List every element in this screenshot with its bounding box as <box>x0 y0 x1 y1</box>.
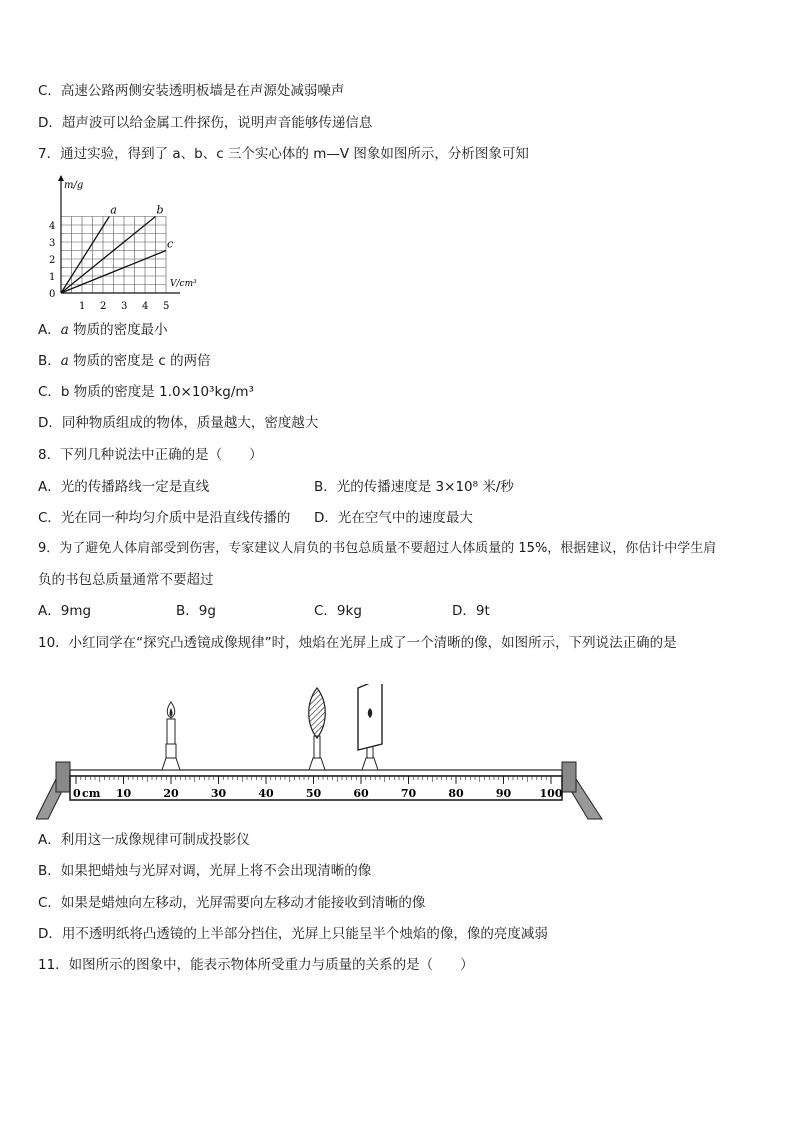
q7-option-b-prefix: B． <box>38 353 61 369</box>
q10-stem: 10．小红同学在“探究凸透镜成像规律”时，烛焰在光屏上成了一个清晰的像，如图所示，下列说法正确的是 <box>38 635 677 651</box>
ruler-label: 20 <box>163 787 179 800</box>
bench-right-end <box>562 762 576 792</box>
q7-option-a-var: a <box>60 322 69 338</box>
series-line-b <box>61 217 156 294</box>
x-tick-label: 5 <box>163 301 170 312</box>
ruler-label: 10 <box>115 787 132 800</box>
candle <box>162 702 180 770</box>
q8-stem: 8．下列几种说法中正确的是（ ） <box>38 447 263 463</box>
y-tick-label: 3 <box>49 238 56 249</box>
ruler-label: 100 <box>539 787 563 800</box>
x-axis-label: V/cm³ <box>170 279 197 289</box>
q9-option-a: A．9mg <box>38 603 92 619</box>
q8-option-c: C．光在同一种均匀介质中是沿直线传播的 <box>38 510 291 526</box>
q9-option-b: B．9g <box>176 603 216 619</box>
ruler-label: 70 <box>400 787 417 800</box>
q8-option-b: B．光的传播速度是 3×10⁸ 米/秒 <box>314 479 514 495</box>
q10-option-b: B．如果把蜡烛与光屏对调，光屏上将不会出现清晰的像 <box>38 863 372 879</box>
ruler-label: 90 <box>495 787 512 800</box>
q9-option-c: C．9kg <box>314 603 362 619</box>
mv-axes <box>58 175 180 293</box>
series-label-a: a <box>110 203 117 217</box>
origin-label: 0 <box>49 289 56 300</box>
ruler-label: 30 <box>210 787 227 800</box>
ruler-label: 50 <box>305 787 322 800</box>
q10-option-a: A．利用这一成像规律可制成投影仪 <box>38 832 250 848</box>
ruler-label: 60 <box>353 787 369 800</box>
bench-rail-top <box>70 770 562 776</box>
q8-option-a: A．光的传播路线一定是直线 <box>38 479 210 495</box>
q11-stem: 11．如图所示的图象中，能表示物体所受重力与质量的关系的是（ ） <box>38 957 474 973</box>
y-tick-label: 1 <box>49 272 56 283</box>
q7-option-a-prefix: A． <box>38 322 61 338</box>
q10-option-d: D．用不透明纸将凸透镜的上半部分挡住，光屏上只能呈半个烛焰的像，像的亮度减弱 <box>38 926 548 942</box>
x-tick-label: 4 <box>142 301 149 312</box>
ruler-label: 80 <box>448 787 464 800</box>
y-tick-label: 4 <box>49 221 56 232</box>
series-label-b: b <box>156 203 164 217</box>
q7-option-b-var: a <box>60 353 69 369</box>
mv-grid <box>61 217 166 294</box>
convex-lens <box>309 688 326 770</box>
q8-option-d: D．光在空气中的速度最大 <box>314 510 473 526</box>
lens-body <box>309 688 326 738</box>
x-tick-label: 1 <box>79 301 86 312</box>
x-tick-label: 3 <box>121 301 128 312</box>
q7-stem: 7．通过实验，得到了 a、b、c 三个实心体的 m—V 图象如图所示，分析图象可知 <box>38 146 529 162</box>
ruler-label: 0 <box>73 787 81 800</box>
q7-option-a-text: 物质的密度最小 <box>68 322 168 338</box>
q7-option-b <box>38 352 211 370</box>
x-tick-label: 2 <box>100 301 107 312</box>
light-screen <box>358 684 382 770</box>
y-axis-label: m/g <box>64 180 84 191</box>
q9-stem-line1: 9．为了避免人体肩部受到伤害，专家建议人肩负的书包总质量不要超过人体质量的 15%，根据建议，你估计中学生肩 <box>38 541 717 556</box>
q7-option-a <box>38 321 168 339</box>
mv-graph <box>40 172 210 312</box>
q9-stem-line2: 负的书包总质量通常不要超过 <box>38 572 214 588</box>
q10-option-c: C．如果是蜡烛向左移动，光屏需要向左移动才能接收到清晰的像 <box>38 895 426 911</box>
ruler-label: 40 <box>258 787 274 800</box>
series-label-c: c <box>167 237 174 251</box>
q7-option-c: C．b 物质的密度是 1.0×10³kg/m³ <box>38 384 254 400</box>
q6-option-d: D．超声波可以给金属工件探伤，说明声音能够传递信息 <box>38 115 373 131</box>
q7-option-d: D．同种物质组成的物体，质量越大，密度越大 <box>38 415 319 431</box>
bench-left-end <box>56 762 70 792</box>
optical-bench-figure <box>36 684 606 824</box>
q6-option-c: C．高速公路两侧安装透明板墙是在声源处减弱噪声 <box>38 83 345 99</box>
ruler-unit: cm <box>82 787 101 800</box>
y-tick-label: 2 <box>49 255 56 266</box>
q7-option-b-text: 物质的密度是 c 的两倍 <box>68 353 211 369</box>
q9-option-d: D．9t <box>452 603 490 619</box>
series-line-a <box>61 217 109 294</box>
